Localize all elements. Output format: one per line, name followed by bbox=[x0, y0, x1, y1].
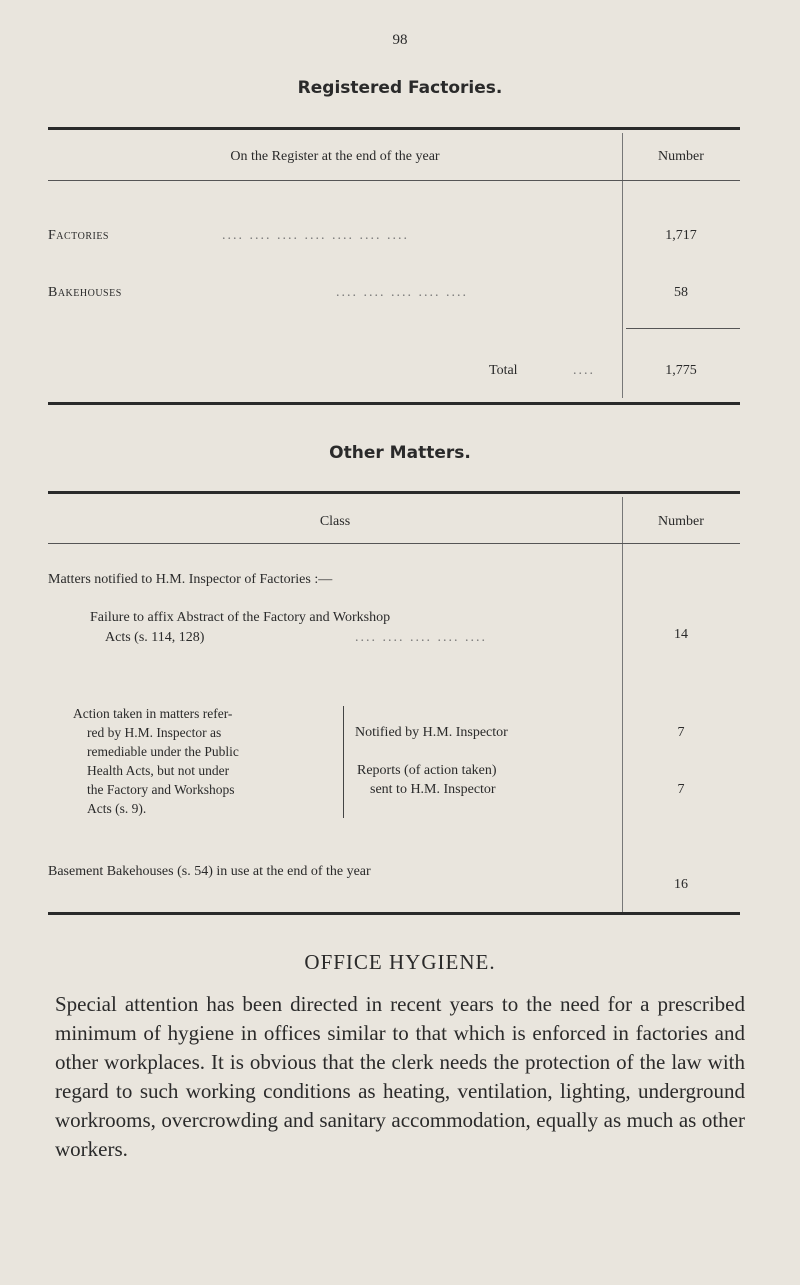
action-line-5: the Factory and Workshops bbox=[87, 782, 235, 797]
table2-header-number: Number bbox=[658, 514, 704, 529]
reports-line-1: Reports (of action taken) bbox=[357, 763, 497, 778]
table2-column-divider bbox=[622, 497, 623, 912]
table1-header-rule bbox=[48, 180, 740, 181]
action-line-6: Acts (s. 9). bbox=[87, 801, 147, 816]
failure-line-2: Acts (s. 114, 128) bbox=[105, 630, 205, 645]
table2-bottom-rule bbox=[48, 912, 740, 915]
total-rule bbox=[626, 328, 740, 329]
table2-header-rule bbox=[48, 543, 740, 544]
action-line-2: red by H.M. Inspector as bbox=[87, 725, 222, 740]
factories-value: 1,717 bbox=[665, 228, 697, 243]
other-matters-title: Other Matters. bbox=[329, 443, 471, 463]
total-value: 1,775 bbox=[665, 363, 697, 378]
basement-label: Basement Bakehouses (s. 54) in use at the end of the year bbox=[48, 864, 371, 879]
matters-heading: Matters notified to H.M. Inspector of Factories :— bbox=[48, 572, 333, 587]
table1-bottom-rule bbox=[48, 402, 740, 405]
action-line-3: remediable under the Public bbox=[87, 744, 239, 759]
bakehouses-leader-dots: .... .... .... .... .... bbox=[336, 285, 468, 300]
registered-factories-title: Registered Factories. bbox=[297, 78, 503, 98]
table2-header-class: Class bbox=[319, 514, 351, 529]
bakehouses-label: Bakehouses bbox=[48, 285, 122, 300]
action-line-4: Health Acts, but not under bbox=[87, 763, 230, 778]
basement-value: 16 bbox=[674, 877, 688, 892]
failure-line-1: Failure to affix Abstract of the Factory and Workshop bbox=[90, 610, 391, 625]
failure-value: 14 bbox=[674, 627, 688, 642]
action-line-1: Action taken in matters refer- bbox=[73, 706, 233, 721]
bakehouses-value: 58 bbox=[674, 285, 688, 300]
table1-header-register: On the Register at the end of the year bbox=[230, 149, 440, 164]
total-label: Total bbox=[489, 363, 518, 378]
office-hygiene-body: Special attention has been directed in recent years to the need for a prescribed minimum of hygiene in offices similar to that which is enforced in factories and other workplaces. It is obvious that the clerk needs the protection of the law with regard to such working conditions as heating, ventilation, lighting, underground workrooms, overcrowding and sanitary accommodation, equally as much as other workers. bbox=[55, 992, 745, 1161]
office-hygiene-title: OFFICE HYGIENE. bbox=[304, 950, 496, 974]
notified-label: Notified by H.M. Inspector bbox=[355, 725, 508, 740]
notified-value: 7 bbox=[677, 725, 685, 740]
table2-top-rule bbox=[48, 491, 740, 494]
table1-top-rule bbox=[48, 127, 740, 130]
page-number: 98 bbox=[392, 32, 408, 48]
action-brace bbox=[343, 706, 344, 818]
reports-value: 7 bbox=[677, 782, 685, 797]
factories-label: Factories bbox=[48, 228, 109, 243]
failure-leader-dots: .... .... .... .... .... bbox=[355, 630, 487, 645]
factories-leader-dots: .... .... .... .... .... .... .... bbox=[222, 228, 409, 243]
table1-column-divider bbox=[622, 133, 623, 398]
reports-line-2: sent to H.M. Inspector bbox=[370, 782, 496, 797]
table1-header-number: Number bbox=[658, 149, 704, 164]
total-leader-dots: .... bbox=[573, 363, 595, 378]
